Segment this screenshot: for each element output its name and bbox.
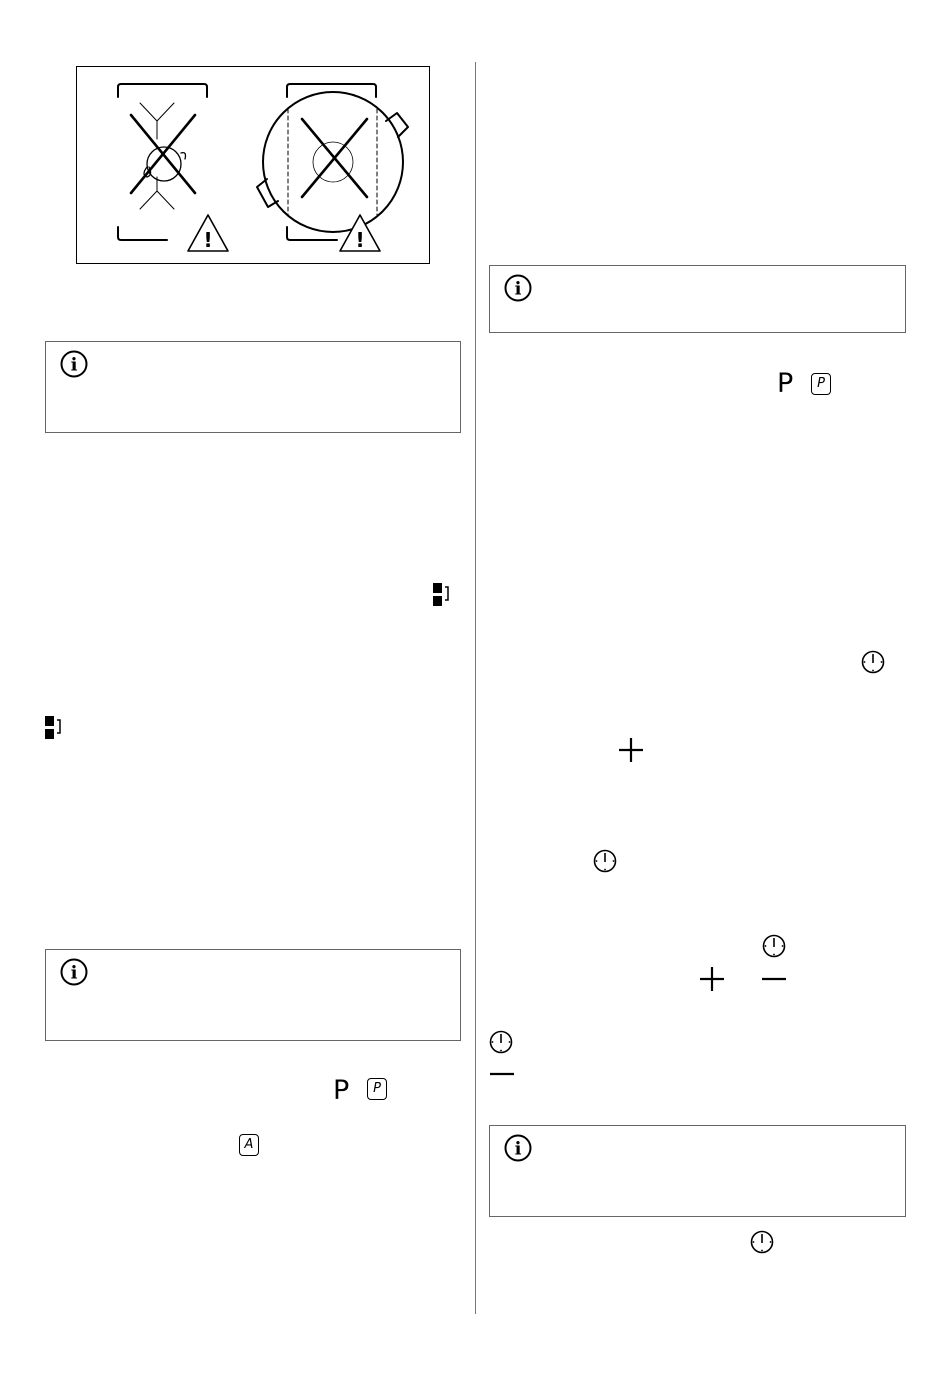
power-boost-symbol: P [333,1075,350,1106]
minus-icon [489,1061,515,1087]
plus-icon [618,737,644,763]
timer-icon [750,1230,774,1254]
info-note-4 [489,1125,906,1217]
cookware-warning-figure [76,66,430,264]
display-p-icon: P [367,1078,387,1100]
timer-icon [593,849,617,873]
column-divider [475,62,476,1314]
residual-heat-indicator-icon [45,716,65,740]
display-p-icon: P [811,373,831,395]
info-icon [60,350,88,378]
warning-triangle-left-icon: ! [203,228,213,252]
timer-icon [489,1030,513,1054]
info-note-3 [489,265,906,333]
residual-heat-indicator-icon [433,583,453,607]
display-a-icon: A [239,1134,259,1156]
minus-icon [761,966,787,992]
svg-text:i: i [514,278,522,300]
power-boost-symbol: P [777,368,794,399]
cookware-warning-illustration [77,67,431,265]
info-note-2 [45,949,461,1041]
warning-triangle-right-icon: ! [355,228,365,252]
svg-text:i: i [70,354,78,376]
svg-text:i: i [514,1138,522,1160]
info-icon [60,958,88,986]
timer-icon [762,934,786,958]
info-note-1 [45,341,461,433]
timer-icon [861,650,885,674]
svg-text:i: i [70,962,78,984]
info-icon [504,1134,532,1162]
plus-icon [699,966,725,992]
info-icon [504,274,532,302]
